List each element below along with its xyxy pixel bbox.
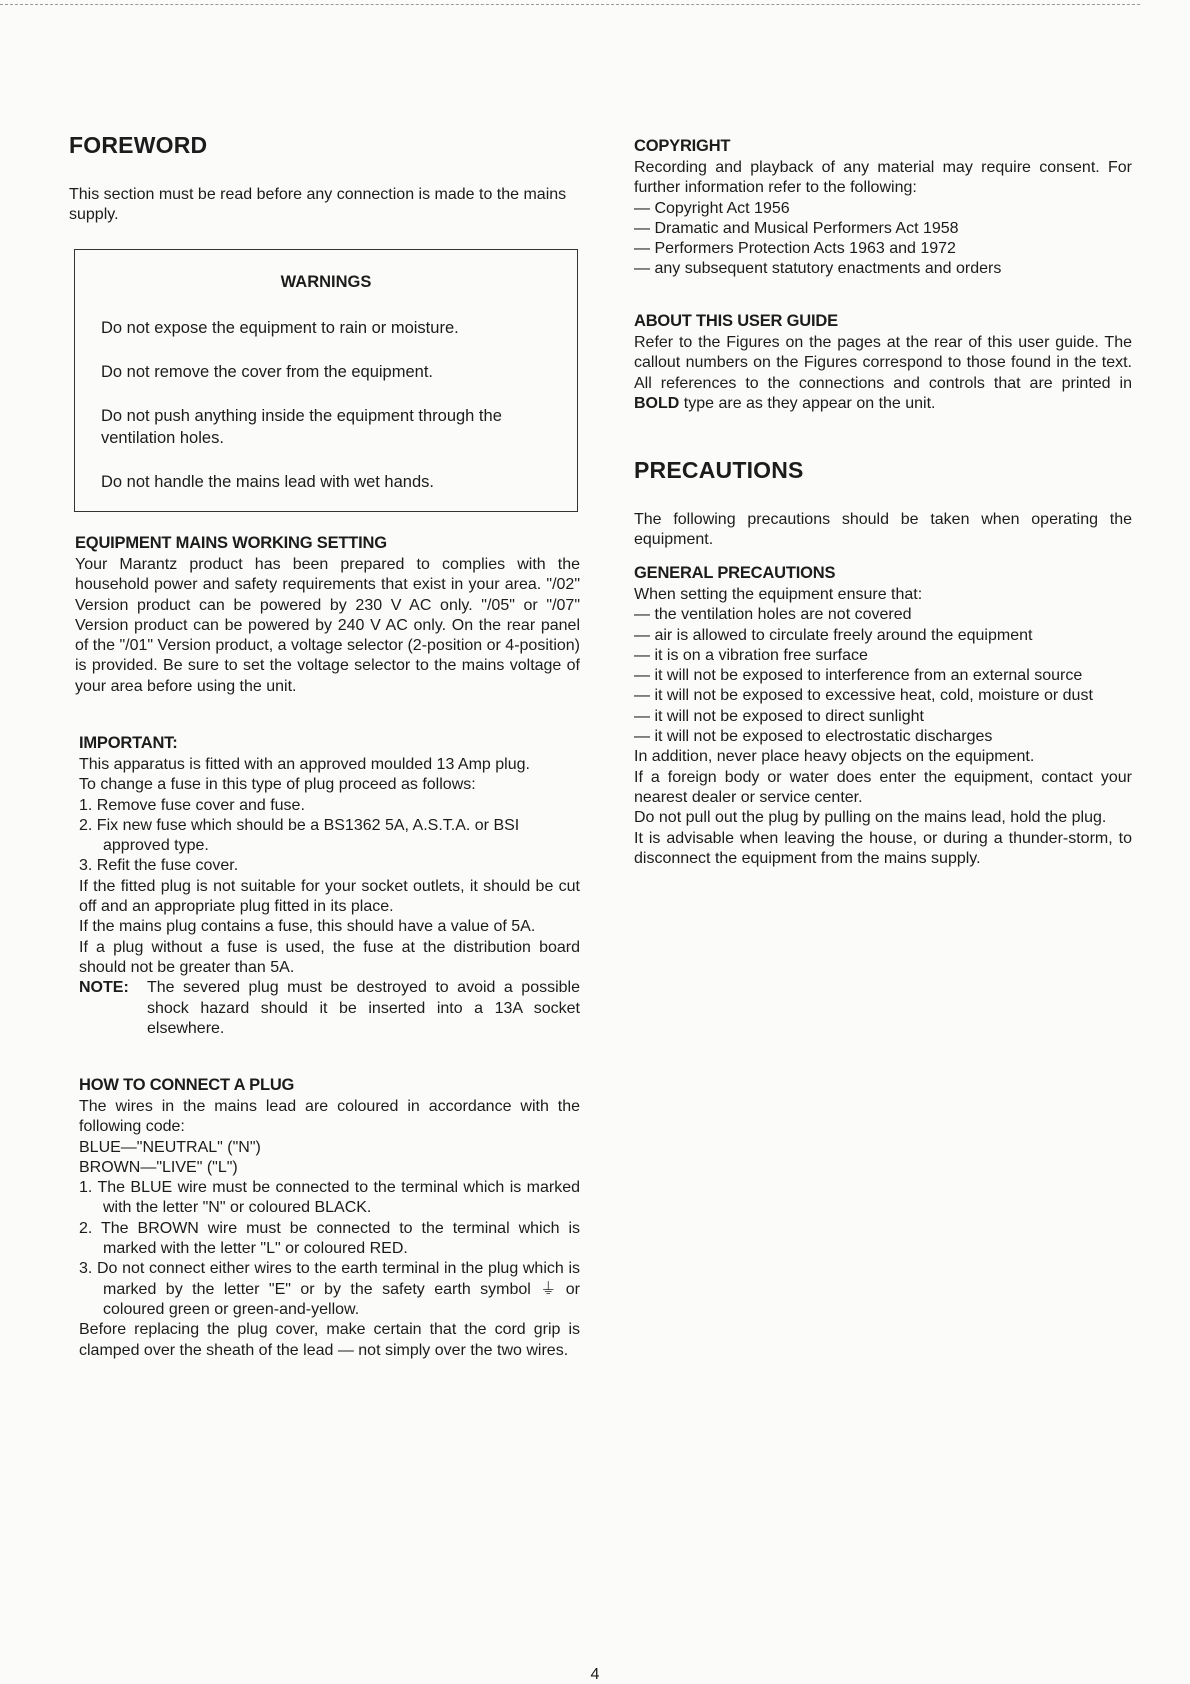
copyright-title: COPYRIGHT xyxy=(634,137,731,155)
precautions-intro: The following precautions should be taken when operating the equipment. xyxy=(634,511,1132,549)
important-line: To change a fuse in this type of plug proceed as follows: xyxy=(79,776,476,794)
precautions-title: PRECAUTIONS xyxy=(634,457,804,483)
copyright-item: — Dramatic and Musical Performers Act 1958 xyxy=(634,219,959,237)
warnings-title: WARNINGS xyxy=(280,273,372,291)
precaution-after: In addition, never place heavy objects on the equipment. xyxy=(634,748,1035,766)
connect-step: 1. The BLUE wire must be connected to the terminal which is marked with the letter "N" or coloured BLACK. xyxy=(79,1179,580,1217)
general-precautions-title: GENERAL PRECAUTIONS xyxy=(634,564,836,582)
mains-setting-text: Your Marantz product has been prepared to complies with the household power and safety requirements that exist in your area. "/02" Version product can be powered by 230 V AC only. "/05" or "/07" Version product can be powered by 240 V AC only. On the rear panel of the "/01" Version product, a voltage selector (2-position or 4-position) is provided. Be sure to set the voltage selector to the mains voltage of your area before using the unit. xyxy=(75,556,580,695)
important-after: If a plug without a fuse is used, the fuse at the distribution board should not be greater than 5A. xyxy=(79,938,580,976)
warning-item: Do not remove the cover from the equipment. xyxy=(101,363,433,381)
copyright-item: — any subsequent statutory enactments and orders xyxy=(634,260,1002,278)
warning-item: Do not handle the mains lead with wet hands. xyxy=(101,473,434,491)
top-rule xyxy=(0,4,1140,5)
precaution-after: Do not pull out the plug by pulling on the mains lead, hold the plug. xyxy=(634,809,1107,827)
connect-plug-intro: The wires in the mains lead are coloured in accordance with the following code: xyxy=(79,1098,580,1136)
important-after: If the mains plug contains a fuse, this should have a value of 5A. xyxy=(79,918,536,936)
general-precautions-body xyxy=(634,585,1132,869)
warning-item: Do not push anything inside the equipment through the ventilation holes. xyxy=(101,407,502,447)
mains-setting-title: EQUIPMENT MAINS WORKING SETTING xyxy=(75,534,387,552)
user-guide-text-b: type are as they appear on the unit. xyxy=(679,394,936,412)
connect-step: 3. Do not connect either wires to the earth terminal in the plug which is marked by the letter "E" or by the safety earth symbol ⏚ or coloured green or green-and-yellow. xyxy=(79,1260,580,1318)
connect-plug-body xyxy=(79,1097,580,1361)
precaution-item: — it will not be exposed to direct sunlight xyxy=(634,707,924,725)
page-number: 4 xyxy=(590,1666,600,1683)
important-step: 2. Fix new fuse which should be a BS1362 5A, A.S.T.A. or BSI approved type. xyxy=(79,816,520,855)
copyright-intro: Recording and playback of any material may require consent. For further information refer to the following: xyxy=(634,159,1132,197)
foreword-intro: This section must be read before any connection is made to the mains supply. xyxy=(69,186,567,224)
user-guide-text xyxy=(634,333,1132,414)
copyright-item: — Copyright Act 1956 xyxy=(634,199,790,217)
important-step: 1. Remove fuse cover and fuse. xyxy=(79,796,305,814)
precaution-item: — it will not be exposed to interference from an external source xyxy=(634,667,1083,685)
precaution-after: If a foreign body or water does enter the equipment, contact your nearest dealer or service center. xyxy=(634,768,1132,806)
user-guide-title: ABOUT THIS USER GUIDE xyxy=(634,312,838,330)
precaution-item: — it will not be exposed to electrostatic discharges xyxy=(634,728,993,746)
general-intro: When setting the equipment ensure that: xyxy=(634,586,923,603)
note-label: NOTE: xyxy=(79,979,129,997)
note xyxy=(79,978,580,1039)
connect-plug-outro: Before replacing the plug cover, make certain that the cord grip is clamped over the sheath of the lead — not simply over the two wires. xyxy=(79,1321,580,1359)
important-step: 3. Refit the fuse cover. xyxy=(79,857,239,875)
copyright-body xyxy=(634,158,1132,280)
precaution-after: It is advisable when leaving the house, or during a thunder-storm, to disconnect the equipment from the mains supply. xyxy=(634,829,1132,867)
precaution-item: — air is allowed to circulate freely around the equipment xyxy=(634,626,1033,644)
foreword-title: FOREWORD xyxy=(69,132,208,158)
warning-item: Do not expose the equipment to rain or moisture. xyxy=(101,319,459,337)
note-text: The severed plug must be destroyed to avoid a possible shock hazard should it be inserted into a 13A socket elsewhere. xyxy=(147,979,580,1037)
precaution-item: — the ventilation holes are not covered xyxy=(634,606,912,624)
connect-plug-title: HOW TO CONNECT A PLUG xyxy=(79,1076,295,1094)
important-line: This apparatus is fitted with an approved moulded 13 Amp plug. xyxy=(79,756,530,773)
important-body xyxy=(79,755,580,1039)
user-guide-text-a: Refer to the Figures on the pages at the rear of this user guide. The callout numbers on the Figures correspond to those found in the text. All references to the connections and controls that are printed in xyxy=(634,334,1132,392)
warnings-box xyxy=(74,249,578,512)
wire-code: BROWN—"LIVE" ("L") xyxy=(79,1158,238,1176)
wire-code: BLUE—"NEUTRAL" ("N") xyxy=(79,1138,261,1156)
important-title: IMPORTANT: xyxy=(79,734,178,752)
connect-step: 2. The BROWN wire must be connected to the terminal which is marked with the letter "L" or coloured RED. xyxy=(79,1219,580,1258)
user-guide-bold: BOLD xyxy=(634,394,680,412)
copyright-item: — Performers Protection Acts 1963 and 1972 xyxy=(634,240,956,258)
important-after: If the fitted plug is not suitable for your socket outlets, it should be cut off and an appropriate plug fitted in its place. xyxy=(79,877,580,916)
precaution-item: — it is on a vibration free surface xyxy=(634,646,868,664)
precaution-item: — it will not be exposed to excessive heat, cold, moisture or dust xyxy=(634,687,1093,705)
